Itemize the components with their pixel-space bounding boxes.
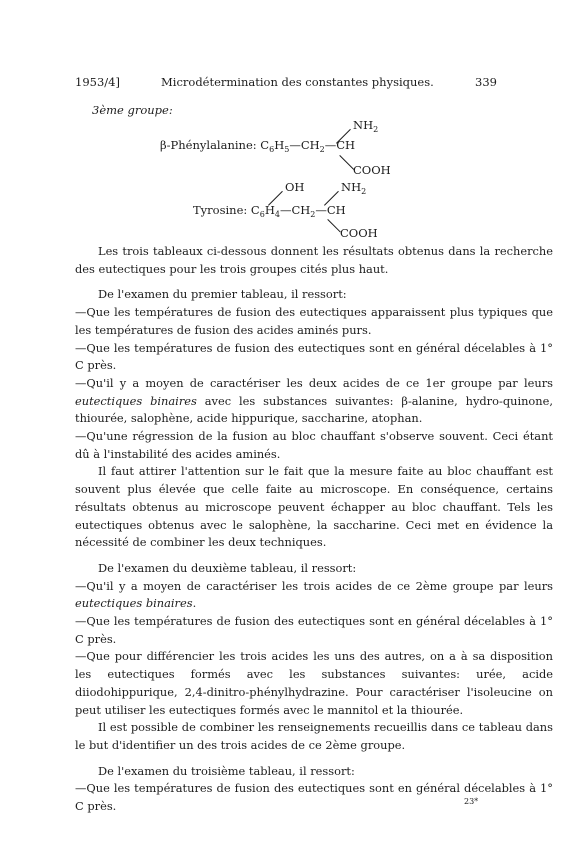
group-title: 3ème groupe: xyxy=(92,103,173,117)
list-item: —Que les températures de fusion des eutectiques apparaissent plus typiques que les températures de fusion des acides aminés purs. xyxy=(75,305,553,337)
formula-nh2: $NH_2$ xyxy=(341,180,367,196)
list-item: —Que les températures de fusion des eutectiques sont en général décelables à 1° C près. xyxy=(75,781,553,814)
paragraph: Il est possible de combiner les renseignements recueillis dans ce tableau dans le but d'identifier un des trois acides de ce 2ème groupe. xyxy=(75,720,553,752)
formula-main-chain: Tyrosine: $C_6H_4—CH_2—CH$ xyxy=(193,203,346,219)
bond-line xyxy=(339,155,354,170)
section-intro: De l'examen du premier tableau, il ressort: xyxy=(98,287,347,302)
signature-mark: 23* xyxy=(464,797,479,806)
section-intro: De l'examen du deuxième tableau, il ressort: xyxy=(98,560,357,575)
paragraph: Les trois tableaux ci-dessous donnent les résultats obtenus dans la recherche des eutectiques pour les trois groupes cités plus haut. xyxy=(75,244,553,276)
list-item: —Que les températures de fusion des eutectiques sont en général décelables à 1° C près. xyxy=(75,614,553,646)
list-item: —Que pour différencier les trois acides les uns des autres, on a à sa disposition les eutectiques formés avec les substances suivantes: urée, acide diiodohippurique, 2,4-dinitro-phénylhydrazine. Pour caractériser l'isoleucine on peut utiliser les eutectiques formés avec le mannitol et la thiourée. xyxy=(75,649,553,717)
running-title: Microdétermination des constantes physiques. xyxy=(161,75,434,89)
formula-nh2: $NH_2$ xyxy=(353,118,379,134)
formula-main-chain: β-Phénylalanine: $C_6H_5—CH_2—CH$ xyxy=(160,138,356,154)
formula-cooh: COOH xyxy=(340,226,378,240)
bond-line xyxy=(327,219,340,232)
page-number: 339 xyxy=(475,75,497,89)
section-intro: De l'examen du troisième tableau, il ressort: xyxy=(98,763,355,778)
formula-cooh: COOH xyxy=(353,163,391,177)
list-item: —Que les températures de fusion des eutectiques sont en général décelables à 1° C près. xyxy=(75,340,553,373)
list-item: —Qu'il y a moyen de caractériser les trois acides de ce 2ème groupe par leurs eutectiques binaires. xyxy=(75,578,553,611)
list-item: —Qu'il y a moyen de caractériser les deux acides de ce 1er groupe par leurs eutectiques binaires avec les substances suivantes: β-alanine, hydro-quinone, thiourée, salophène, acide hippurique, saccharine, atophan. xyxy=(75,375,553,426)
formula-oh: OH xyxy=(285,180,305,194)
body-text xyxy=(75,243,553,816)
list-item: —Qu'une régression de la fusion au bloc chauffant s'observe souvent. Ceci étant dû à l'instabilité des acides aminés. xyxy=(75,429,553,461)
paragraph: Il faut attirer l'attention sur le fait que la mesure faite au bloc chauffant est souvent plus élevée que celle faite au microscope. En conséquence, certains résultats obtenus au microscope peuvent échapper au bloc chauffant. Tels les eutectiques obtenus avec le salophène, la saccharine. Ceci met en évidence la nécessité de combiner les deux techniques. xyxy=(75,464,553,550)
header-issue: 1953/4] xyxy=(75,75,120,89)
